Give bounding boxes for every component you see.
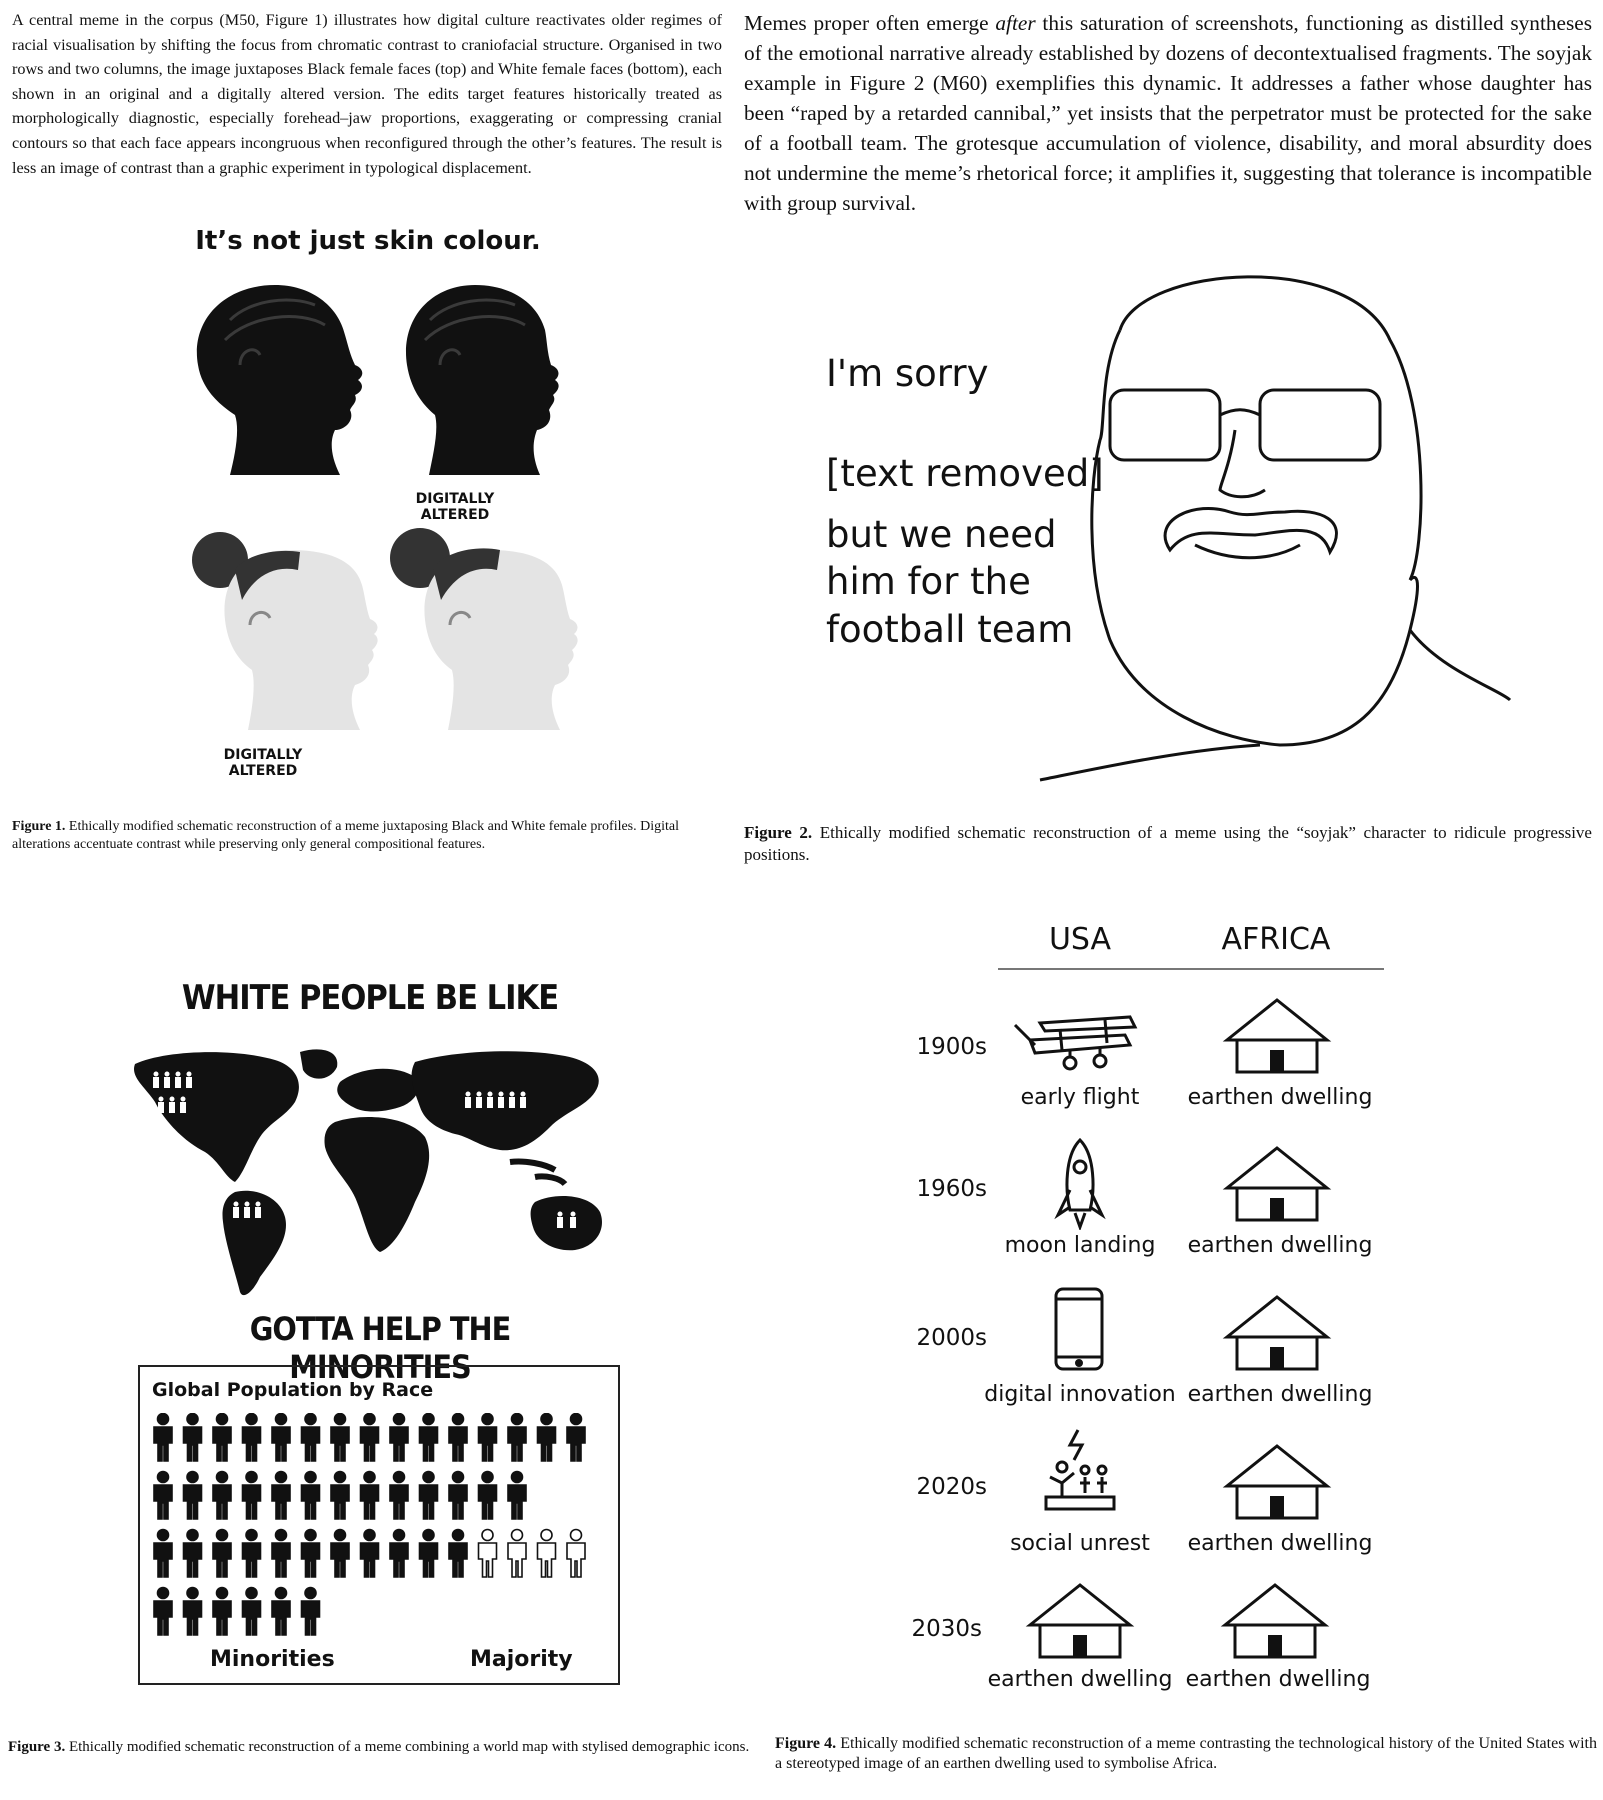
person-icon-filled (361, 1472, 379, 1520)
person-icon-filled (302, 1472, 320, 1520)
person-icon-filled (213, 1472, 231, 1520)
figure1-title: It’s not just skin colour. (195, 226, 541, 256)
caption-label: Figure 4. (775, 1735, 837, 1752)
usa-row-label: social unrest (1010, 1531, 1150, 1556)
person-icon-filled (243, 1530, 261, 1578)
soyjak-face-illustration (1030, 250, 1560, 790)
black-profile-original (197, 285, 362, 475)
figure1-caption (12, 818, 724, 854)
figure2-caption (744, 822, 1592, 866)
person-icon-filled (420, 1414, 438, 1462)
person-icon-filled (449, 1472, 467, 1520)
figure3-top-text: WHITE PEOPLE BE LIKE (181, 978, 559, 1018)
meme-text-line3: but we need (826, 513, 1057, 556)
column-header-africa: AFRICA (1221, 922, 1331, 957)
caption-text: Ethically modified schematic reconstruction of a meme combining a world map with stylised demographic icons. (65, 1739, 750, 1755)
figure3-middle-text: GOTTA HELP THE MINORITIES (249, 1310, 511, 1386)
figure3-caption (8, 1738, 758, 1757)
person-icon-filled (508, 1472, 526, 1520)
person-icon-filled (272, 1472, 290, 1520)
caption-text: Ethically modified schematic reconstruction of a meme using the “soyjak” character to ridicule progressive positions. (744, 823, 1592, 864)
person-icon-filled (243, 1414, 261, 1462)
hut-icon (1222, 1441, 1332, 1526)
person-icon-filled (154, 1414, 172, 1462)
person-icon-filled (420, 1530, 438, 1578)
person-icon-filled (449, 1530, 467, 1578)
person-icon-filled (390, 1530, 408, 1578)
white-profile-altered (192, 532, 378, 730)
person-icon-outline (567, 1530, 585, 1578)
caption-label: Figure 1. (12, 819, 66, 834)
person-icon-filled (390, 1472, 408, 1520)
person-icon-filled (213, 1414, 231, 1462)
person-icon-filled (449, 1414, 467, 1462)
caption-label: Figure 2. (744, 823, 813, 842)
majority-label: Majority (470, 1647, 573, 1672)
person-icon-filled (331, 1414, 349, 1462)
person-icon-filled (184, 1530, 202, 1578)
figure1-profiles-illustration (160, 270, 600, 780)
person-icon-filled (479, 1472, 497, 1520)
person-icon-outline (479, 1530, 497, 1578)
paragraph-text: this saturation of screenshots, functioning as distilled syntheses of the emotional narrative already established by dozens of decontextualised fragments. The soyjak example in Figure 2 (M60) exemplifies this dynamic. It addresses a father whose daughter has been “raped by a retarded cannibal,” yet insists that the perpetrator must be protected for the sake of a football team. The grotesque accumulation of violence, disability, and moral absurdity does not undermine the meme’s rhetorical force; it amplifies it, suggesting that tolerance is incompatible with group survival. (744, 11, 1592, 215)
person-icon-filled (213, 1588, 231, 1636)
person-icon-filled (331, 1472, 349, 1520)
hut-icon (1025, 1580, 1135, 1665)
person-icon-outline (508, 1530, 526, 1578)
digitally-altered-label-bottom: DIGITALLY ALTERED (223, 747, 303, 779)
digitally-altered-label-top: DIGITALLY ALTERED (415, 491, 495, 523)
white-profile-original (390, 528, 578, 730)
person-icon-outline (538, 1530, 556, 1578)
row-year: 2020s (916, 1474, 987, 1500)
protest-icon (1040, 1425, 1120, 1520)
person-icon-filled (243, 1472, 261, 1520)
person-icon-filled (420, 1472, 438, 1520)
emphasis-text: after (995, 11, 1036, 35)
person-icon-filled (538, 1414, 556, 1462)
row-year: 2030s (911, 1616, 982, 1642)
person-icon-filled (154, 1530, 172, 1578)
row-year: 1900s (916, 1034, 987, 1060)
person-icon-filled (361, 1530, 379, 1578)
person-icon-filled (508, 1414, 526, 1462)
africa-row-label: earthen dwelling (1187, 1085, 1373, 1110)
minorities-label: Minorities (210, 1647, 335, 1672)
caption-label: Figure 3. (8, 1739, 66, 1755)
paragraph-text: Memes proper often emerge (744, 11, 996, 35)
hut-icon (1222, 1143, 1332, 1228)
usa-row-label: moon landing (1004, 1233, 1156, 1258)
biplane-icon (1010, 1005, 1150, 1085)
person-icon-filled (302, 1530, 320, 1578)
africa-row-label: earthen dwelling (1187, 1233, 1373, 1258)
caption-text: Ethically modified schematic reconstruction of a meme juxtaposing Black and White female profiles. Digital alterations accentuate contrast while preserving only general compositional features. (12, 819, 680, 852)
person-icon-filled (272, 1414, 290, 1462)
meme-text-line5: football team (826, 608, 1074, 651)
header-divider (998, 968, 1384, 970)
person-icon-filled (567, 1414, 585, 1462)
column-header-usa: USA (1048, 922, 1112, 957)
row-year: 2000s (916, 1325, 987, 1351)
meme-text-line1: I'm sorry (826, 352, 989, 395)
black-profile-altered (406, 285, 559, 475)
person-icon-filled (272, 1588, 290, 1636)
africa-row-label: earthen dwelling (1187, 1531, 1373, 1556)
usa-row-label: early flight (1020, 1085, 1140, 1110)
rocket-icon (1050, 1135, 1110, 1230)
person-icon-filled (184, 1588, 202, 1636)
person-icon-filled (390, 1414, 408, 1462)
meme-text-line2: [text removed] (826, 452, 1104, 495)
population-chart-box (138, 1365, 620, 1685)
person-icon-filled (243, 1588, 261, 1636)
person-icon-filled (331, 1530, 349, 1578)
person-icon-filled (302, 1414, 320, 1462)
africa-row-label: earthen dwelling (1185, 1667, 1371, 1692)
person-icon-filled (302, 1588, 320, 1636)
hut-icon (1222, 995, 1332, 1080)
person-icon-filled (361, 1414, 379, 1462)
figure4-caption (775, 1734, 1597, 1774)
population-icon-grid (152, 1413, 612, 1653)
person-icon-filled (272, 1530, 290, 1578)
world-map-illustration (125, 1042, 625, 1302)
usa-row-label: earthen dwelling (987, 1667, 1173, 1692)
person-icon-filled (479, 1414, 497, 1462)
right-body-paragraph (744, 8, 1592, 218)
africa-row-label: earthen dwelling (1187, 1382, 1373, 1407)
person-icon-filled (184, 1472, 202, 1520)
hut-icon (1222, 1292, 1332, 1377)
person-icon-filled (184, 1414, 202, 1462)
caption-text: Ethically modified schematic reconstruction of a meme contrasting the technological history of the United States with a stereotyped image of an earthen dwelling used to symbolise Africa. (775, 1735, 1597, 1772)
hut-icon (1220, 1580, 1330, 1665)
row-year: 1960s (916, 1176, 987, 1202)
population-chart-title: Global Population by Race (152, 1379, 434, 1401)
left-body-paragraph: A central meme in the corpus (M50, Figure 1) illustrates how digital culture reactivates older regimes of racial visualisation by shifting the focus from chromatic contrast to craniofacial structure. Organised in two rows and two columns, the image juxtaposes Black female faces (top) and White female faces (bottom), each shown in an original and a digitally altered version. The edits target features historically treated as morphologically diagnostic, especially forehead–jaw proportions, exaggerating or compressing cranial contours so that each face appears incongruous when reconfigured through the other’s features. The result is less an image of contrast than a graphic experiment in typological displacement. (12, 11, 722, 177)
smartphone-icon (1052, 1285, 1107, 1375)
person-icon-filled (213, 1530, 231, 1578)
person-icon-filled (154, 1472, 172, 1520)
usa-row-label: digital innovation (984, 1382, 1176, 1407)
person-icon-filled (154, 1588, 172, 1636)
meme-text-line4: him for the (826, 560, 1031, 603)
